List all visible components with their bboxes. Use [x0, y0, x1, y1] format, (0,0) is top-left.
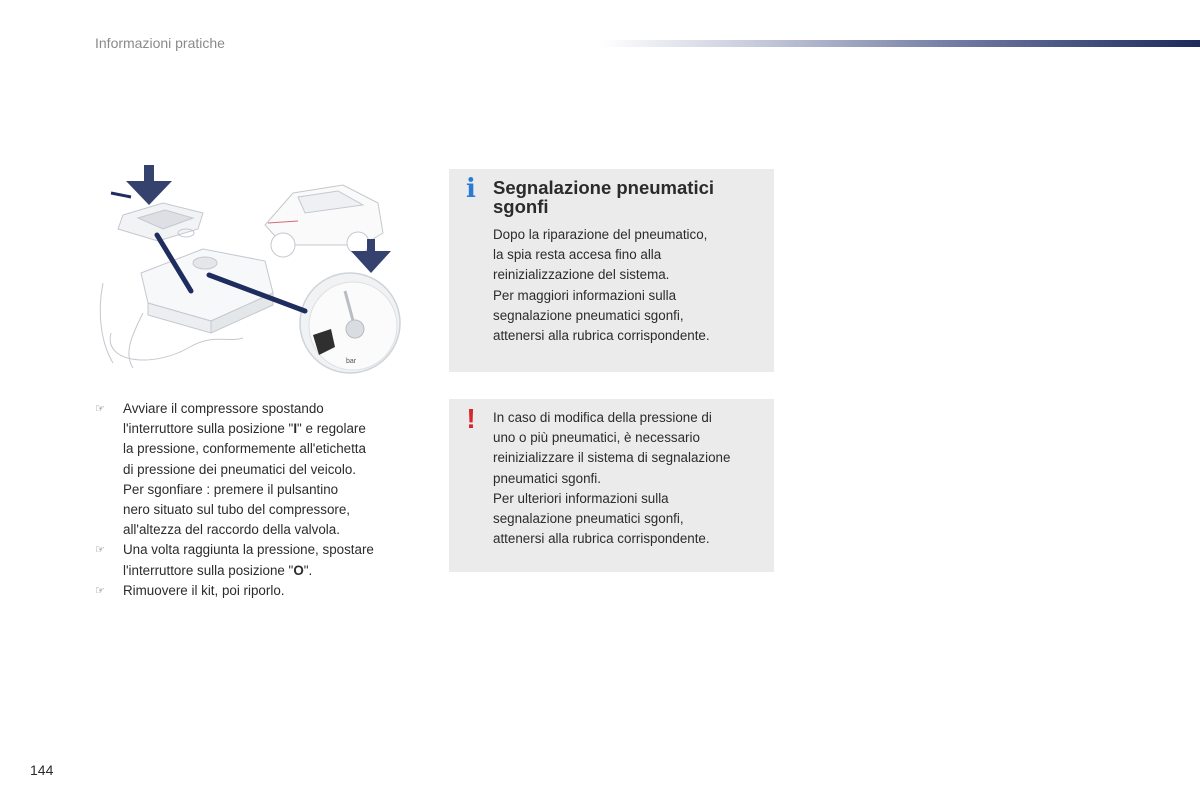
pointing-hand-icon: ☞	[95, 543, 105, 557]
header-gradient-bar	[600, 40, 1200, 47]
info-box-title: Segnalazione pneumatici sgonfi	[493, 177, 715, 217]
instruction-list	[95, 399, 425, 601]
compressor-illustration	[93, 163, 423, 385]
pointing-hand-icon: ☞	[95, 402, 105, 415]
warning-box	[449, 399, 774, 572]
section-title: Informazioni pratiche	[95, 35, 225, 51]
info-icon: i	[466, 174, 476, 204]
pointing-hand-icon: ☞	[95, 583, 105, 597]
list-item: ☞ Avviare il compressore spostando l'interruttore sulla posizione "I" e regolare la pressione, conformemente all'etichetta di pressione dei pneumatici del veicolo. Per sgonfiare : premere il pulsantino nero situato sul tubo del compressore, all'altezza del raccordo della valvola.	[95, 401, 366, 538]
exclamation-icon: !	[466, 403, 476, 434]
list-item: ☞ Rimuovere il kit, poi riporlo.	[95, 581, 425, 601]
warning-box-text: In caso di modifica della pressione di uno o più pneumatici, è necessario reinizializzare il sistema di segnalazione pneumatici sgonfi. Per ulteriori informazioni sulla segnalazione pneumatici sgonfi, attenersi alla rubrica corrispondente.	[493, 410, 731, 547]
list-item: ☞ Una volta raggiunta la pressione, spostare l'interruttore sulla posizione "O".	[95, 542, 374, 578]
gauge-unit-label: bar	[346, 358, 357, 365]
info-box-text: Dopo la riparazione del pneumatico, la spia resta accesa fino alla reinizializzazione del sistema. Per maggiori informazioni sulla segnalazione pneumatici sgonfi, attenersi alla rubrica corrispondente.	[493, 227, 710, 344]
info-box	[449, 169, 774, 372]
page-number: 144	[30, 762, 54, 778]
